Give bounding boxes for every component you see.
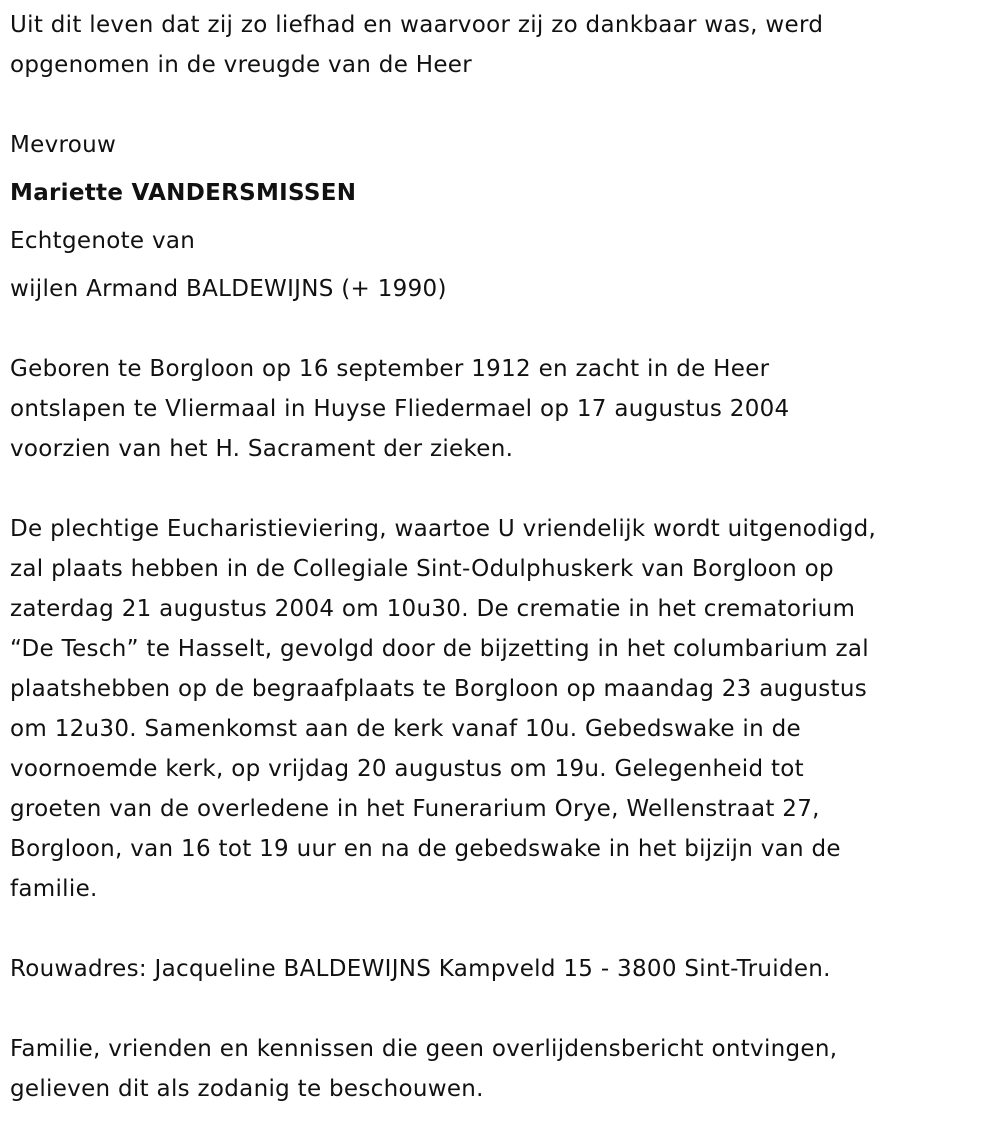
- birth-death-paragraph: [10, 349, 790, 469]
- intro-line: Uit dit leven dat zij zo liefhad en waarvoor zij zo dankbaar was, werd: [10, 12, 824, 38]
- spouse-name: wijlen Armand BALDEWIJNS (+ 1990): [10, 276, 447, 302]
- funeral-line: voornoemde kerk, op vrijdag 20 augustus om 19u. Gelegenheid tot: [10, 756, 804, 782]
- funeral-paragraph: [10, 509, 876, 909]
- birth-death-line: voorzien van het H. Sacrament der zieken.: [10, 436, 514, 462]
- spouse-label: Echtgenote van: [10, 228, 196, 254]
- intro-paragraph: [10, 5, 823, 85]
- intro-line: opgenomen in de vreugde van de Heer: [10, 52, 473, 78]
- funeral-line: De plechtige Eucharistieviering, waartoe U vriendelijk wordt uitgenodigd,: [10, 516, 877, 542]
- funeral-line: zaterdag 21 augustus 2004 om 10u30. De crematie in het crematorium: [10, 596, 856, 622]
- funeral-line: Borgloon, van 16 tot 19 uur en na de gebedswake in het bijzijn van de: [10, 836, 841, 862]
- funeral-line: om 12u30. Samenkomst aan de kerk vanaf 10u. Gebedswake in de: [10, 716, 801, 742]
- notice-paragraph: [10, 1029, 837, 1109]
- birth-death-line: ontslapen te Vliermaal in Huyse Fliedermael op 17 augustus 2004: [10, 396, 790, 422]
- funeral-line: “De Tesch” te Hasselt, gevolgd door de bijzetting in het columbarium zal: [10, 636, 869, 662]
- funeral-line: groeten van de overledene in het Funerarium Orye, Wellenstraat 27,: [10, 796, 820, 822]
- notice-line: gelieven dit als zodanig te beschouwen.: [10, 1076, 484, 1102]
- mourning-address: Rouwadres: Jacqueline BALDEWIJNS Kampveld 15 - 3800 Sint-Truiden.: [10, 956, 831, 982]
- funeral-line: zal plaats hebben in de Collegiale Sint-Odulphuskerk van Borgloon op: [10, 556, 834, 582]
- funeral-line: familie.: [10, 876, 98, 902]
- notice-line: Familie, vrienden en kennissen die geen overlijdensbericht ontvingen,: [10, 1036, 838, 1062]
- deceased-name: Mariette VANDERSMISSEN: [10, 180, 357, 206]
- birth-death-line: Geboren te Borgloon op 16 september 1912 en zacht in de Heer: [10, 356, 770, 382]
- honorific-title: Mevrouw: [10, 132, 117, 158]
- funeral-line: plaatshebben op de begraafplaats te Borgloon op maandag 23 augustus: [10, 676, 868, 702]
